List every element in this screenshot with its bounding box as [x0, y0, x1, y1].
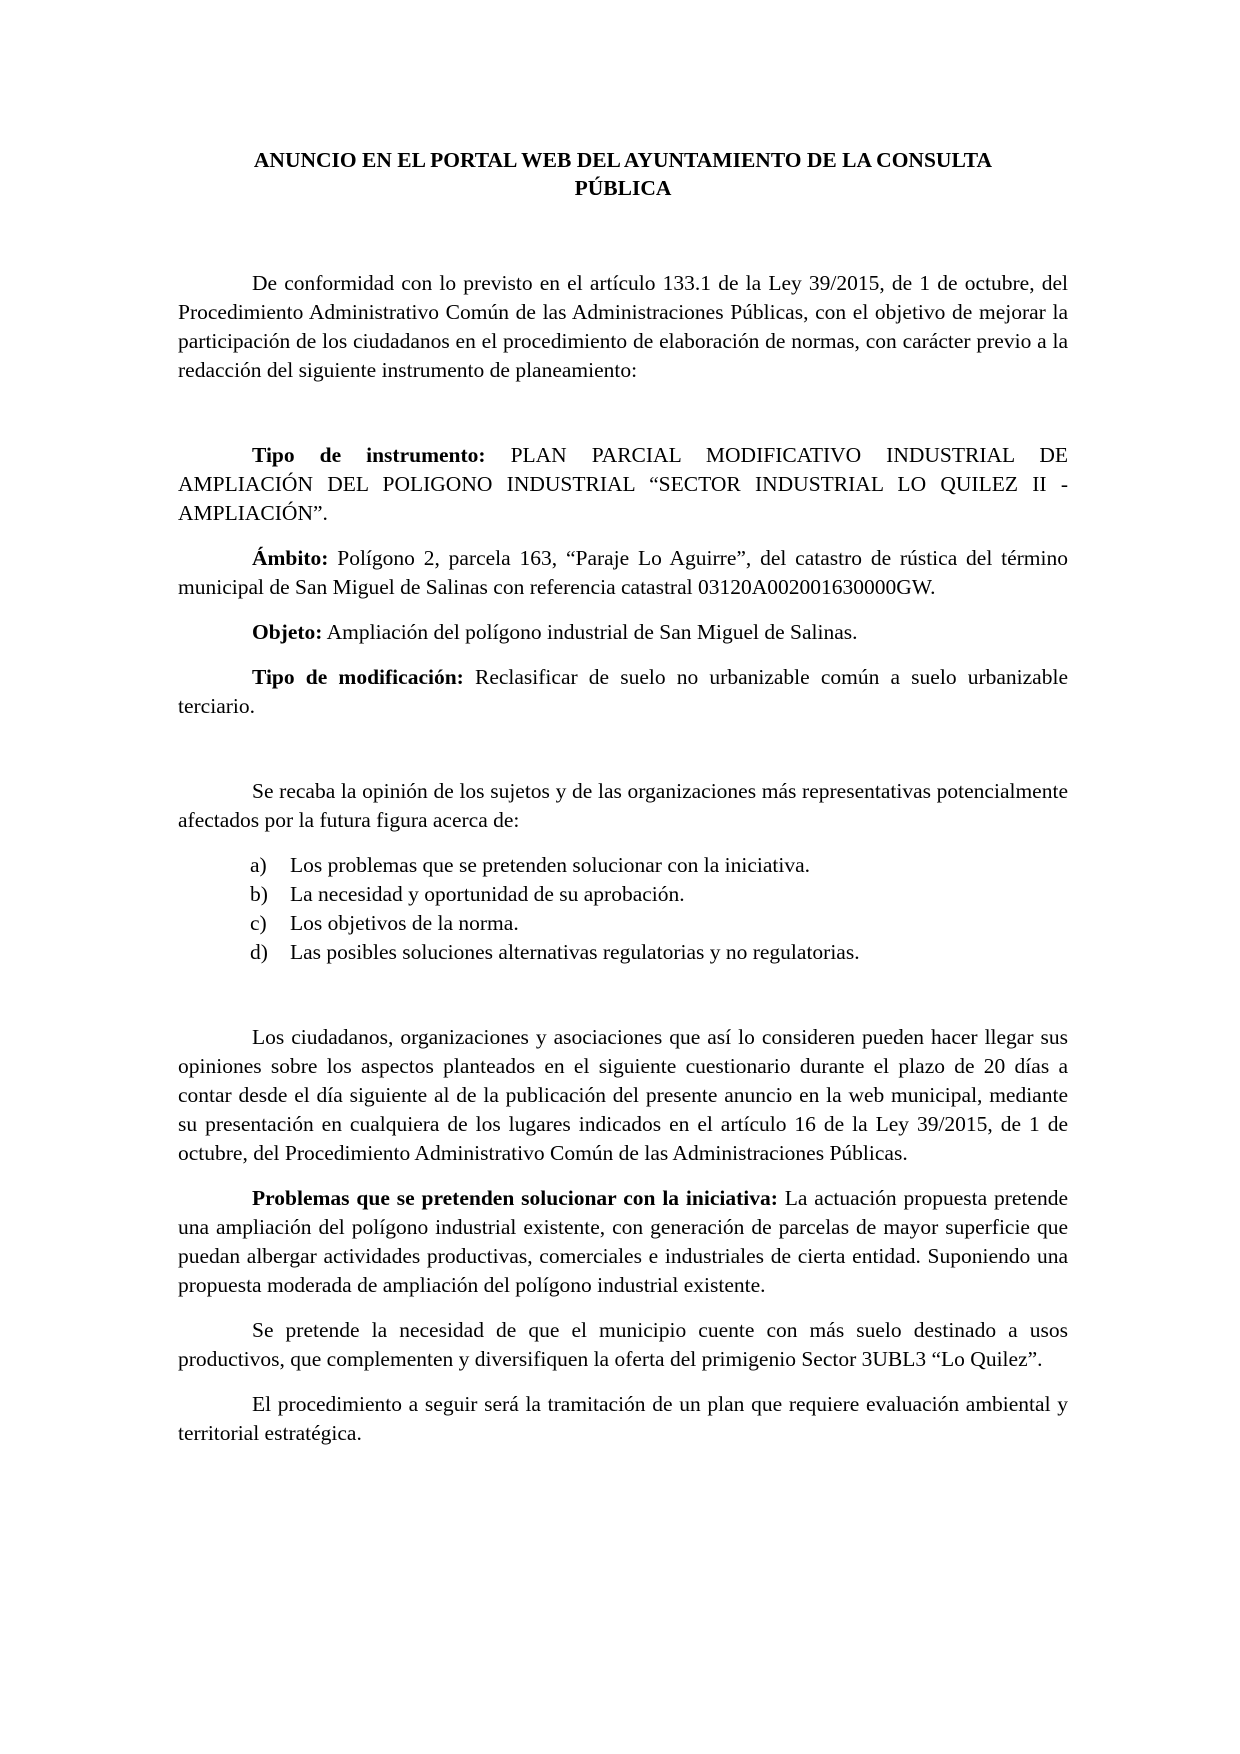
topics-list: [178, 851, 1068, 967]
ambito-label: Ámbito:: [252, 546, 329, 570]
problemas-label: Problemas que se pretenden solucionar con la iniciativa:: [252, 1186, 778, 1210]
objeto-value: Ampliación del polígono industrial de San Miguel de Salinas.: [326, 620, 858, 644]
tipo-instrumento-value: PLAN PARCIAL MODIFICATIVO INDUSTRIAL DE AMPLIACIÓN DEL POLIGONO INDUSTRIAL “SECTOR INDUSTRIAL LO QUILEZ II - AMPLIACIÓN”.: [178, 443, 1069, 525]
opinion-intro-paragraph: Se recaba la opinión de los sujetos y de las organizaciones más representativas potencialmente afectados por la futura figura acerca de:: [178, 779, 1068, 832]
list-item: [178, 880, 1068, 909]
list-item: [178, 909, 1068, 938]
tipo-modificacion-paragraph: [178, 663, 1068, 721]
problemas-value: La actuación propuesta pretende una ampliación del polígono industrial existente, con generación de parcelas de mayor superficie que puedan albergar actividades productivas, comerciales e industriales de cierta entidad. Suponiendo una propuesta moderada de ampliación del polígono industrial existente.: [178, 1186, 1068, 1297]
objeto-label: Objeto:: [252, 620, 323, 644]
list-item-text: Los objetivos de la norma.: [290, 911, 519, 935]
ciudadanos-paragraph: Los ciudadanos, organizaciones y asociaciones que así lo consideren pueden hacer llegar sus opiniones sobre los aspectos planteados en el siguiente cuestionario durante el plazo de 20 días a contar desde el día siguiente al de la publicación del presente anuncio en la web municipal, mediante su presentación en cualquiera de los lugares indicados en el artículo 16 de la Ley 39/2015, de 1 de octubre, del Procedimiento Administrativo Común de las Administraciones Públicas.: [178, 1025, 1068, 1165]
list-marker: a): [250, 853, 267, 877]
ambito-value: Polígono 2, parcela 163, “Paraje Lo Aguirre”, del catastro de rústica del término municipal de San Miguel de Salinas con referencia catastral 03120A002001630000GW.: [178, 546, 1068, 599]
list-item-text: Las posibles soluciones alternativas regulatorias y no regulatorias.: [290, 940, 860, 964]
tipo-modificacion-label: Tipo de modificación:: [252, 665, 464, 689]
ambito-paragraph: [178, 544, 1068, 602]
necesidad-paragraph: Se pretende la necesidad de que el municipio cuente con más suelo destinado a usos productivos, que complementen y diversifiquen la oferta del primigenio Sector 3UBL3 “Lo Quilez”.: [178, 1318, 1068, 1371]
list-item-text: La necesidad y oportunidad de su aprobación.: [290, 882, 685, 906]
list-marker: c): [250, 911, 267, 935]
list-item: [178, 851, 1068, 880]
intro-paragraph: De conformidad con lo previsto en el artículo 133.1 de la Ley 39/2015, de 1 de octubre, del Procedimiento Administrativo Común de las Administraciones Públicas, con el objetivo de mejorar la participación de los ciudadanos en el procedimiento de elaboración de normas, con carácter previo a la redacción del siguiente instrumento de planeamiento:: [178, 271, 1068, 382]
list-marker: d): [250, 940, 268, 964]
list-item-text: Los problemas que se pretenden solucionar con la iniciativa.: [290, 853, 811, 877]
procedimiento-paragraph: El procedimiento a seguir será la tramitación de un plan que requiere evaluación ambiental y territorial estratégica.: [178, 1392, 1068, 1445]
tipo-instrumento-paragraph: [178, 441, 1068, 528]
tipo-instrumento-label: Tipo de instrumento:: [252, 443, 486, 467]
document-body: [178, 146, 1068, 1448]
page-title: ANUNCIO EN EL PORTAL WEB DEL AYUNTAMIENTO DE LA CONSULTA PÚBLICA: [253, 148, 993, 200]
list-item: [178, 938, 1068, 967]
problemas-paragraph: [178, 1184, 1068, 1300]
tipo-modificacion-value: Reclasificar de suelo no urbanizable común a suelo urbanizable terciario.: [178, 665, 1068, 718]
objeto-paragraph: [178, 618, 1068, 647]
list-marker: b): [250, 882, 268, 906]
